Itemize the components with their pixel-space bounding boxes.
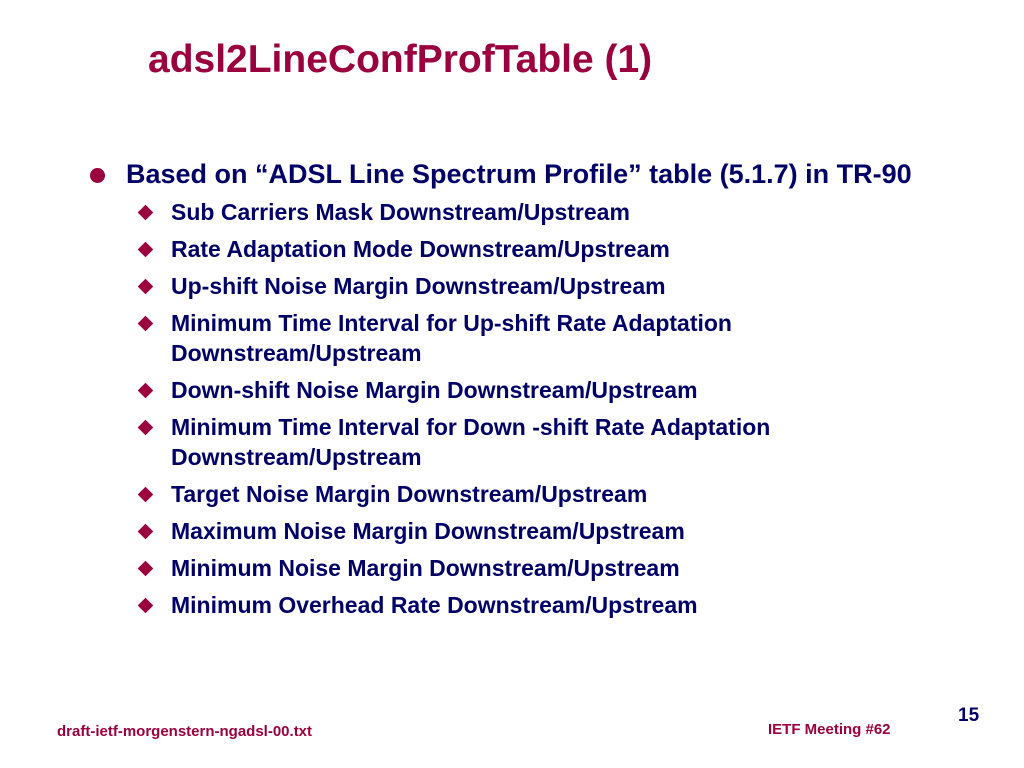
footer-document-name: draft-ietf-morgenstern-ngadsl-00.txt bbox=[57, 723, 313, 740]
page-number: 15 bbox=[958, 705, 980, 726]
diamond-bullet-icon bbox=[138, 420, 154, 436]
diamond-bullet-icon bbox=[138, 561, 154, 577]
sub-bullet-item bbox=[136, 516, 936, 546]
sub-bullet-item bbox=[136, 308, 936, 368]
sub-bullet-text: Minimum Time Interval for Down -shift Rate Adaptation Downstream/Upstream bbox=[171, 414, 771, 470]
main-bullet bbox=[88, 158, 988, 191]
diamond-bullet-icon bbox=[138, 598, 154, 614]
main-bullet-text: Based on “ADSL Line Spectrum Profile” table (5.1.7) in TR-90 bbox=[126, 159, 912, 189]
sub-bullet-item bbox=[136, 553, 936, 583]
sub-bullet-item bbox=[136, 412, 936, 472]
sub-bullet-text: Target Noise Margin Downstream/Upstream bbox=[171, 481, 648, 507]
sub-bullet-text: Maximum Noise Margin Downstream/Upstream bbox=[171, 518, 685, 544]
sub-bullet-item bbox=[136, 271, 936, 301]
sub-bullet-text: Minimum Noise Margin Downstream/Upstream bbox=[171, 555, 680, 581]
sub-bullet-text: Down-shift Noise Margin Downstream/Upstream bbox=[171, 377, 698, 403]
sub-bullet-text: Sub Carriers Mask Downstream/Upstream bbox=[171, 199, 630, 225]
sub-bullet-item bbox=[136, 197, 936, 227]
slide-title: adsl2LineConfProfTable (1) bbox=[148, 38, 653, 81]
diamond-bullet-icon bbox=[138, 279, 154, 295]
sub-bullet-item bbox=[136, 375, 936, 405]
diamond-bullet-icon bbox=[138, 316, 154, 332]
sub-bullet-text: Rate Adaptation Mode Downstream/Upstream bbox=[171, 236, 670, 262]
sub-bullet-text: Minimum Time Interval for Up-shift Rate Adaptation Downstream/Upstream bbox=[171, 310, 732, 366]
diamond-bullet-icon bbox=[138, 383, 154, 399]
sub-bullet-item bbox=[136, 234, 936, 264]
sub-bullet-item bbox=[136, 479, 936, 509]
footer-meeting-name: IETF Meeting #62 bbox=[768, 721, 891, 738]
diamond-bullet-icon bbox=[138, 487, 154, 503]
sub-bullet-item bbox=[136, 590, 936, 620]
sub-bullet-text: Minimum Overhead Rate Downstream/Upstream bbox=[171, 592, 698, 618]
diamond-bullet-icon bbox=[138, 242, 154, 258]
sub-bullet-list bbox=[136, 197, 936, 620]
diamond-bullet-icon bbox=[138, 524, 154, 540]
filled-circle-bullet-icon bbox=[90, 168, 105, 183]
bullet-list bbox=[88, 158, 988, 627]
sub-bullet-text: Up-shift Noise Margin Downstream/Upstream bbox=[171, 273, 666, 299]
diamond-bullet-icon bbox=[138, 205, 154, 221]
